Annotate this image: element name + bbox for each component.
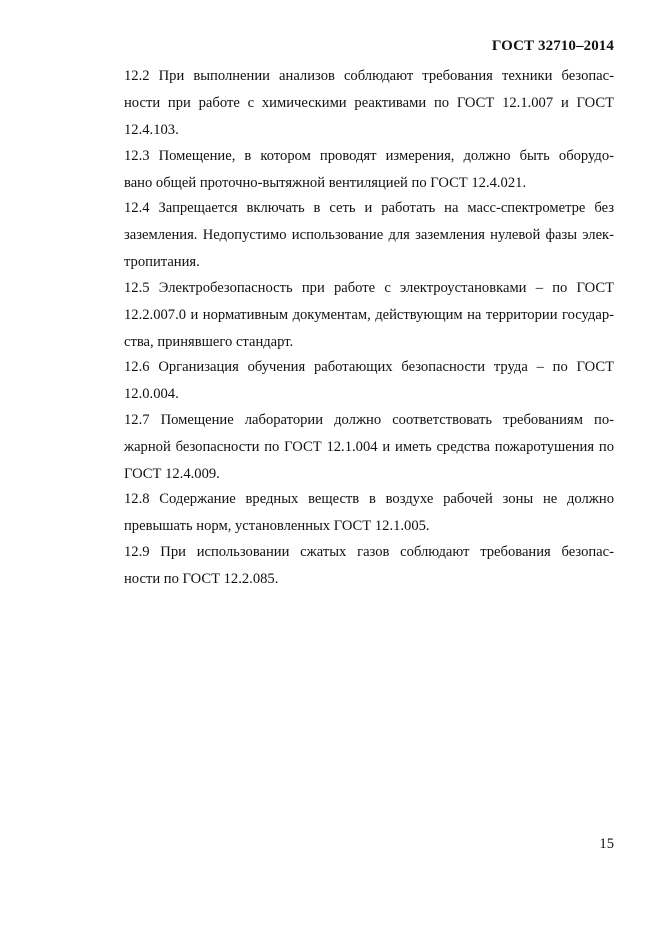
- page-number: 15: [599, 836, 614, 852]
- text-line: ности по ГОСТ 12.2.085.: [124, 570, 279, 587]
- text-line: 12.2.007.0 и нормативным документам, действующим на территории государ-: [124, 306, 614, 323]
- document-header: [492, 38, 614, 55]
- text-line: превышать норм, установленных ГОСТ 12.1.005.: [124, 518, 430, 535]
- paragraph-12-3: [87, 143, 614, 197]
- text-line: вано общей проточно-вытяжной вентиляцией по ГОСТ 12.4.021.: [124, 174, 527, 191]
- text-line: ГОСТ 12.4.009.: [124, 466, 220, 483]
- paragraph-12-9: [87, 539, 614, 593]
- text-line: ства, принявшего стандарт.: [124, 334, 294, 351]
- text-line: жарной безопасности по ГОСТ 12.1.004 и иметь средства пожаротушения по: [124, 438, 614, 455]
- text-line: 12.2 При выполнении анализов соблюдают требования техники безопас-: [124, 68, 614, 84]
- text-line: 12.4 Запрещается включать в сеть и работать на масс-спектрометре без: [124, 200, 614, 217]
- paragraph-12-2: [87, 63, 614, 145]
- paragraph-12-7: [87, 407, 614, 489]
- text-line: 12.9 При использовании сжатых газов соблюдают требования безопас-: [124, 543, 614, 560]
- paragraph-12-4: [87, 195, 614, 277]
- text-line: 12.4.103.: [124, 122, 179, 139]
- text-line: ности при работе с химическими реактивами по ГОСТ 12.1.007 и ГОСТ: [124, 95, 614, 112]
- paragraph-12-8: [87, 486, 614, 540]
- text-line: 12.3 Помещение, в котором проводят измерения, должно быть оборудо-: [124, 147, 614, 164]
- standard-designation: ГОСТ 32710–2014: [491, 38, 614, 54]
- text-line: 12.8 Содержание вредных веществ в воздухе рабочей зоны не должно: [124, 491, 614, 508]
- paragraph-12-5: [87, 275, 614, 357]
- text-line: 12.6 Организация обучения работающих безопасности труда – по ГОСТ: [124, 359, 614, 376]
- text-line: тропитания.: [124, 254, 200, 271]
- text-line: 12.0.004.: [124, 386, 179, 403]
- text-line: 12.7 Помещение лаборатории должно соответствовать требованиям по-: [124, 411, 614, 428]
- paragraph-12-6: [87, 354, 614, 408]
- document-body: [87, 63, 614, 591]
- text-line: заземления. Недопустимо использование для заземления нулевой фазы элек-: [124, 227, 614, 244]
- text-line: 12.5 Электробезопасность при работе с электроустановками – по ГОСТ: [124, 279, 614, 296]
